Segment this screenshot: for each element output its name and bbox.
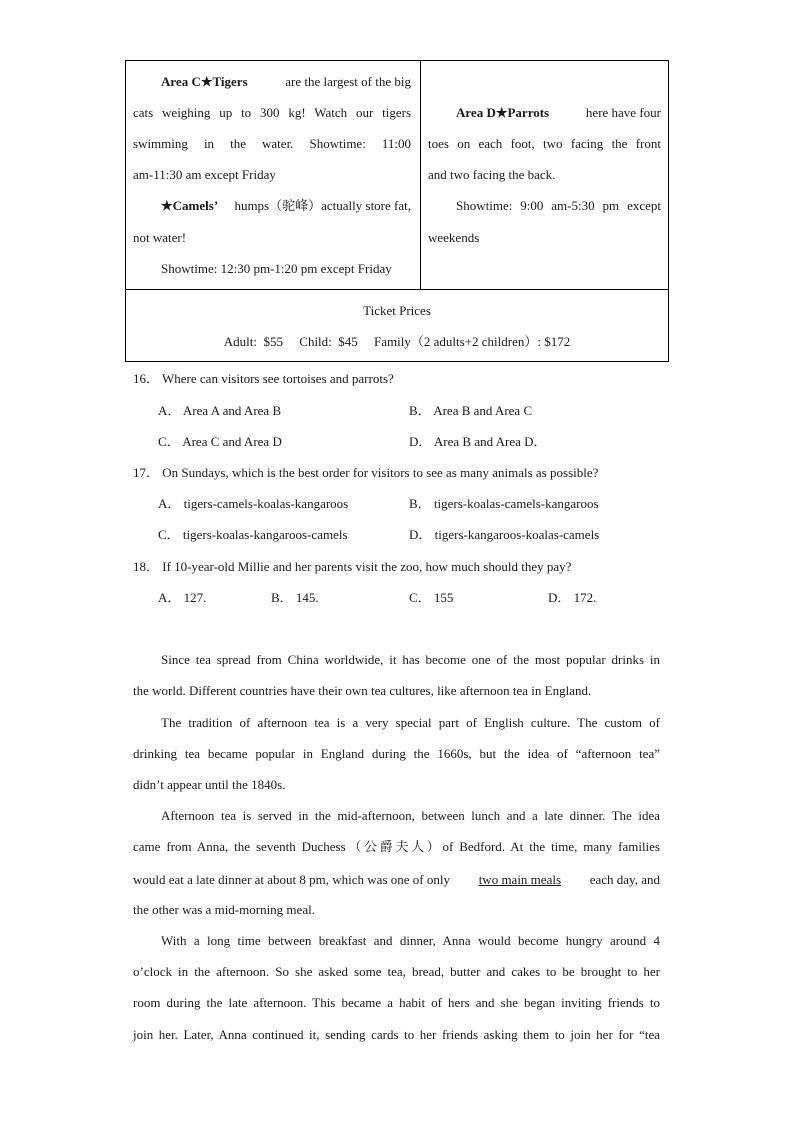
passage-line: Since tea spread from China worldwide, it has become one of the most popular drinks in xyxy=(161,652,660,667)
area-d-showtime: Showtime: 9:00 am-5:30 pm except xyxy=(456,198,661,213)
option-b: B． tigers-koalas-camels-kangaroos xyxy=(409,496,599,511)
area-d-text-1: here have four xyxy=(585,105,661,120)
ticket-prices-title: Ticket Prices xyxy=(363,303,431,318)
passage-line: came from Anna, the seventh Duchess（公爵夫人）of Bedford. At the time, many families xyxy=(133,839,660,854)
ticket-prices-line: Adult: $55 Child: $45 Family（2 adults+2 children）: $172 xyxy=(223,334,571,349)
option-c: C． tigers-koalas-kangaroos-camels xyxy=(158,527,348,542)
option-d: D． Area B and Area D． xyxy=(409,434,547,449)
area-d-text-3: and two facing the back. xyxy=(428,167,556,182)
table-row-divider xyxy=(125,289,669,290)
passage-line: drinking tea became popular in England during the 1660s, but the idea of “afternoon tea” xyxy=(133,746,660,761)
option-a: A． tigers-camels-koalas-kangaroos xyxy=(158,496,349,511)
passage-line: join her. Later, Anna continued it, sending cards to her friends asking them to join her for “tea xyxy=(133,1027,660,1042)
area-c-text-3: swimming in the water. Showtime: 11:00 xyxy=(133,136,411,151)
passage-line: didn’t appear until the 1840s. xyxy=(133,777,286,792)
question-stem: 16． Where can visitors see tortoises and parrots? xyxy=(133,371,394,386)
question-stem: 17． On Sundays, which is the best order for visitors to see as many animals as possible? xyxy=(133,465,599,480)
question-stem: 18． If 10-year-old Millie and her parents visit the zoo, how much should they pay? xyxy=(133,559,572,574)
area-c-title: Area C★Tigers xyxy=(161,74,248,89)
camels-text-2: not water! xyxy=(133,230,187,245)
area-c-text-1: are the largest of the big xyxy=(285,74,411,89)
passage-line: the world. Different countries have their own tea cultures, like afternoon tea in England. xyxy=(133,683,592,698)
passage-text: each day, and xyxy=(589,872,660,887)
option-c: C． 155 xyxy=(409,590,454,605)
passage-line: Afternoon tea is served in the mid-afternoon, between lunch and a late dinner. The idea xyxy=(161,808,660,823)
passage-line: With a long time between breakfast and dinner, Anna would become hungry around 4 xyxy=(161,933,660,948)
passage-text: would eat a late dinner at about 8 pm, which was one of only xyxy=(133,872,450,887)
area-d-showtime-2: weekends xyxy=(428,230,480,245)
passage-line: the other was a mid-morning meal. xyxy=(133,902,315,917)
area-d-text-2: toes on each foot, two facing the front xyxy=(428,136,661,151)
option-a: A． 127. xyxy=(158,590,207,605)
table-column-divider xyxy=(420,60,421,290)
option-d: D． 172. xyxy=(548,590,597,605)
option-b: B． 145. xyxy=(271,590,319,605)
passage-line: The tradition of afternoon tea is a very special part of English culture. The custom of xyxy=(161,715,660,730)
option-a: A． Area A and Area B xyxy=(158,403,282,418)
area-d-title: Area D★Parrots xyxy=(456,105,550,120)
area-c-text-2: cats weighing up to 300 kg! Watch our tigers xyxy=(133,105,411,120)
passage-line: o’clock in the afternoon. So she asked some tea, bread, butter and cakes to be brought to her xyxy=(133,964,660,979)
passage-line: room during the late afternoon. This became a habit of hers and she began inviting friends to xyxy=(133,995,660,1010)
area-c-text-4: am-11:30 am except Friday xyxy=(133,167,276,182)
camels-title: ★Camels’ xyxy=(161,198,219,213)
camels-showtime: Showtime: 12:30 pm-1:20 pm except Friday xyxy=(161,261,392,276)
camels-text-1: humps（驼峰）actually store fat, xyxy=(234,198,411,213)
option-d: D． tigers-kangaroos-koalas-camels xyxy=(409,527,600,542)
underlined-phrase: two main meals xyxy=(478,872,562,887)
option-c: C． Area C and Area D xyxy=(158,434,282,449)
option-b: B． Area B and Area C xyxy=(409,403,533,418)
